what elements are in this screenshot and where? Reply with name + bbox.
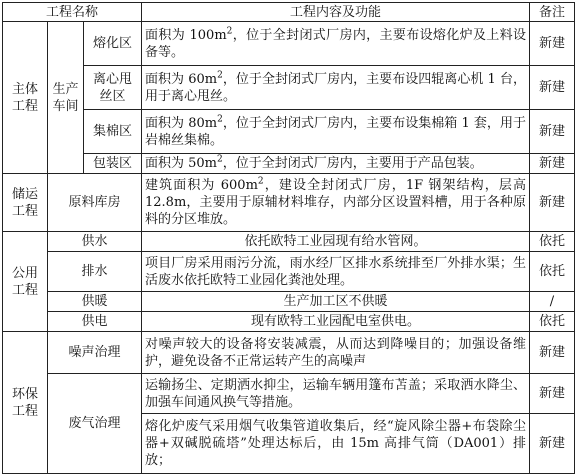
item-remark: 依托 [530, 252, 575, 292]
item-name: 供电 [48, 312, 142, 332]
item-content: 面积为 $80m^2$，位于全封闭式厂房内，主要布设集棉箱 1 套，用于岩棉丝集棉。 [142, 110, 530, 154]
table-row [3, 332, 575, 374]
item-content: 项目厂房采用雨污分流，雨水经厂区排水系统排至厂外排水渠；生活废水依托欧特工业园化粪池处理。 [142, 252, 530, 292]
item-name: 集棉区 [84, 110, 142, 154]
header-content: 工程内容及功能 [142, 3, 530, 22]
item-name: 供暖 [48, 292, 142, 312]
item-remark: 新建 [530, 174, 575, 232]
table-row [3, 154, 575, 174]
project-table-container [0, 2, 576, 468]
header-project-name: 工程名称 [3, 3, 142, 22]
item-name: 噪声治理 [48, 332, 142, 374]
item-content: 建筑面积为 $600m^2$，建设全封闭式厂房，1F 钢架结构，层高 12.8m，主要用于原辅材料堆存，内部分区设置料槽，用于各种原料的分区堆放。 [142, 174, 530, 232]
item-name: 熔化区 [84, 22, 142, 66]
item-name: 离心甩丝区 [84, 66, 142, 110]
table-row [3, 232, 575, 252]
item-content: 依托欧特工业园现有给水管网。 [142, 232, 530, 252]
item-content: 面积为 $60m^2$，位于全封闭式厂房内，主要布设四辊离心机 1 台，用于离心甩丝。 [142, 66, 530, 110]
item-remark: 新建 [530, 66, 575, 110]
item-remark: 新建 [530, 110, 575, 154]
item-content: 熔化炉废气采用烟气收集管道收集后，经“旋风除尘器+布袋除尘器+双碱脱硫塔”处理达标后，由 15m 高排气筒（DA001）排放； [142, 414, 530, 474]
item-remark: 新建 [530, 22, 575, 66]
item-remark: 新建 [530, 374, 575, 414]
table-row [3, 22, 575, 66]
item-remark: 新建 [530, 154, 575, 174]
table-header-row [3, 3, 575, 22]
item-content: 运输扬尘、定期洒水抑尘，运输车辆用篷布苫盖；采取洒水降尘、加强车间通风换气等措施。 [142, 374, 530, 414]
table-row [3, 374, 575, 414]
item-remark: / [530, 292, 575, 312]
group-env: 环保工程 [3, 332, 48, 474]
item-content: 面积为 $100m^2$，位于全封闭式厂房内，主要布设熔化炉及上料设备等。 [142, 22, 530, 66]
item-content: 对噪声较大的设备将安装减震，从而达到降噪目的；加强设备维护，避免设备不正常运转产生的高噪声 [142, 332, 530, 374]
item-name: 废气治理 [48, 374, 142, 474]
table-row [3, 292, 575, 312]
item-name: 供水 [48, 232, 142, 252]
header-remark: 备注 [530, 3, 575, 22]
subgroup-workshop: 生产车间 [48, 22, 84, 174]
group-utility: 公用工程 [3, 232, 48, 332]
item-name: 原料库房 [48, 174, 142, 232]
item-content: 面积为 $50m^2$，位于全封闭式厂房内，主要用于产品包装。 [142, 154, 530, 174]
table-row [3, 66, 575, 110]
item-remark: 依托 [530, 312, 575, 332]
item-name: 排水 [48, 252, 142, 292]
table-row [3, 110, 575, 154]
item-content: 现有欧特工业园配电室供电。 [142, 312, 530, 332]
project-composition-table [2, 2, 575, 474]
group-main: 主体工程 [3, 22, 48, 174]
item-content: 生产加工区不供暖 [142, 292, 530, 312]
item-remark: 新建 [530, 414, 575, 474]
item-name: 包装区 [84, 154, 142, 174]
table-row [3, 252, 575, 292]
item-remark: 新建 [530, 332, 575, 374]
item-remark: 依托 [530, 232, 575, 252]
table-row [3, 174, 575, 232]
group-storage: 储运工程 [3, 174, 48, 232]
table-row [3, 312, 575, 332]
